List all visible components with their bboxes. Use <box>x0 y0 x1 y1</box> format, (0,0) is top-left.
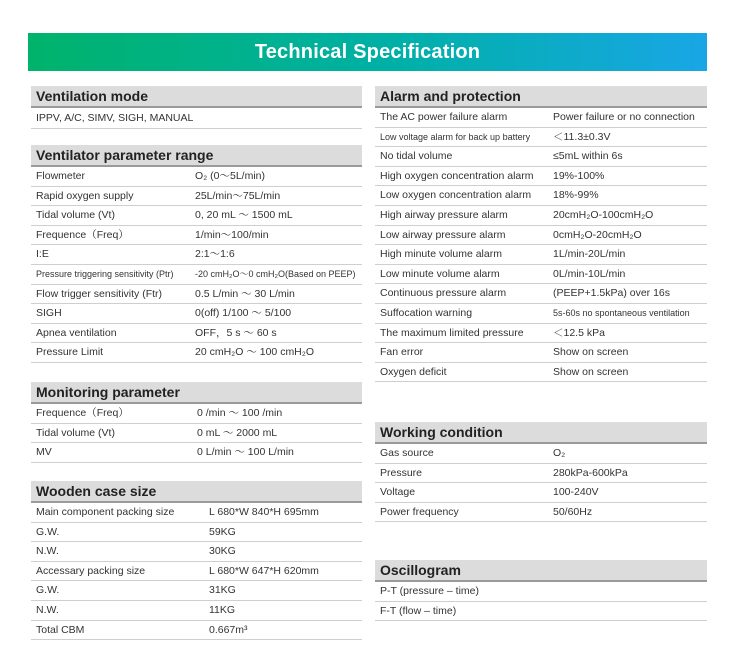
table-row <box>31 226 362 246</box>
row-value: 11KG <box>209 603 236 616</box>
table-row <box>31 167 362 187</box>
table-row <box>31 343 362 363</box>
alarm-table <box>375 108 707 382</box>
table-row <box>375 245 707 265</box>
section-working <box>375 422 707 522</box>
row-label: Fan error <box>380 346 424 359</box>
row-label: Low oxygen concentration alarm <box>380 189 532 202</box>
row-value: -20 cmH₂O～0 cmH₂O(Based on PEEP) <box>195 268 356 279</box>
row-label: Voltage <box>380 486 416 499</box>
table-row <box>31 245 362 265</box>
row-value: OFF，5 s ～ 60 s <box>195 326 277 339</box>
row-value: 0 L/min ～ 100 L/min <box>197 446 294 459</box>
row-label: High oxygen concentration alarm <box>380 169 534 182</box>
table-row <box>375 444 707 464</box>
row-value: 1/min～100/min <box>195 228 269 241</box>
row-label: High minute volume alarm <box>380 248 502 261</box>
section-heading: Ventilation mode <box>31 86 362 108</box>
table-row <box>31 621 362 641</box>
section-heading: Wooden case size <box>31 481 362 503</box>
row-label: Flow trigger sensitivity (Ftr) <box>36 287 163 300</box>
row-value: 2:1～1:6 <box>195 248 235 261</box>
section-ventilation-mode <box>31 86 362 129</box>
row-value: 50/60Hz <box>553 505 593 518</box>
table-row <box>375 324 707 344</box>
ventilation-mode-text: IPPV, A/C, SIMV, SIGH, MANUAL <box>31 108 362 129</box>
section-heading: Oscillogram <box>375 560 707 582</box>
row-value: Power failure or no connection <box>553 111 695 123</box>
row-label: Pressure <box>380 466 423 479</box>
row-label: N.W. <box>36 603 59 616</box>
row-value: 31KG <box>209 584 236 597</box>
table-row <box>31 285 362 305</box>
row-label: Low voltage alarm for back up battery <box>380 131 531 142</box>
table-row <box>375 483 707 503</box>
table-row <box>375 503 707 523</box>
working-table <box>375 444 707 522</box>
row-value: 30KG <box>209 545 236 558</box>
table-row <box>31 324 362 344</box>
row-label: Total CBM <box>36 623 85 636</box>
section-heading: Alarm and protection <box>375 86 707 108</box>
row-label: Apnea ventilation <box>36 326 117 339</box>
row-label: Tidal volume (Vt) <box>36 209 115 222</box>
row-value: 1L/min-20L/min <box>553 248 626 261</box>
row-value: ≤5mL within 6s <box>553 150 623 163</box>
row-label: Pressure Limit <box>36 346 104 359</box>
row-label: Rapid oxygen supply <box>36 189 134 202</box>
row-label: SIGH <box>36 307 62 320</box>
row-label: Tidal volume (Vt) <box>36 426 115 439</box>
row-label: F-T (flow – time) <box>380 604 457 617</box>
table-row <box>375 128 707 148</box>
row-label: N.W. <box>36 545 59 558</box>
row-label: Suffocation warning <box>380 306 473 319</box>
row-value: 0.667m³ <box>209 623 248 636</box>
section-wooden-case <box>31 481 362 640</box>
row-value: (PEEP+1.5kPa) over 16s <box>553 287 671 300</box>
table-row <box>31 265 362 285</box>
row-label: Power frequency <box>380 505 459 518</box>
table-row <box>31 562 362 582</box>
row-value: 19%-100% <box>553 169 605 182</box>
row-label: The AC power failure alarm <box>380 111 508 123</box>
row-label: Frequence（Freq） <box>36 228 129 241</box>
row-value: ＜12.5 kPa <box>553 326 605 339</box>
row-label: Continuous pressure alarm <box>380 287 507 300</box>
row-label: No tidal volume <box>380 150 453 163</box>
row-value: O₂ <box>553 447 566 459</box>
table-row <box>375 343 707 363</box>
section-ventilator-range <box>31 145 362 363</box>
section-heading: Working condition <box>375 422 707 444</box>
wooden-case-table <box>31 503 362 640</box>
row-value: ＜11.3±0.3V <box>553 130 611 143</box>
row-label: Main component packing size <box>36 506 175 518</box>
row-label: Pressure triggering sensitivity (Ptr) <box>36 268 174 279</box>
row-value: L 680*W 840*H 695mm <box>209 506 319 518</box>
row-value: 5s-60s no spontaneous ventilation <box>553 307 690 318</box>
table-row <box>375 363 707 383</box>
table-row <box>375 186 707 206</box>
row-value: 100-240V <box>553 486 599 499</box>
page-title: Technical Specification <box>254 40 481 63</box>
row-value: 0 mL ～ 2000 mL <box>197 426 278 439</box>
table-row <box>375 464 707 484</box>
row-value: Show on screen <box>553 346 629 359</box>
row-label: High airway pressure alarm <box>380 208 508 221</box>
row-label: MV <box>36 446 52 459</box>
table-row <box>31 503 362 523</box>
table-row <box>31 206 362 226</box>
section-monitoring <box>31 382 362 463</box>
monitoring-table <box>31 404 362 463</box>
row-value: 0.5 L/min ～ 30 L/min <box>195 287 295 300</box>
row-value: 59KG <box>209 525 236 538</box>
table-row <box>31 443 362 463</box>
row-value: 20 cmH₂O ～ 100 cmH₂O <box>195 346 315 359</box>
table-row <box>31 581 362 601</box>
section-alarm <box>375 86 707 382</box>
table-row <box>375 108 707 128</box>
table-row <box>375 304 707 324</box>
row-value: 0L/min-10L/min <box>553 267 626 280</box>
table-row <box>375 206 707 226</box>
table-row <box>31 601 362 621</box>
row-value: 280kPa-600kPa <box>553 466 628 479</box>
title-banner <box>28 33 707 71</box>
row-label: Low minute volume alarm <box>380 267 500 280</box>
row-value: 0(off) 1/100 ～ 5/100 <box>195 307 292 320</box>
row-label: Low airway pressure alarm <box>380 228 506 241</box>
section-heading: Monitoring parameter <box>31 382 362 404</box>
row-label: G.W. <box>36 525 60 538</box>
row-value: 0cmH₂O-20cmH₂O <box>553 228 642 241</box>
row-label: Oxygen deficit <box>380 365 447 378</box>
row-value: O₂ (0～5L/min) <box>195 170 266 182</box>
table-row <box>31 187 362 207</box>
table-row <box>31 424 362 444</box>
table-row <box>375 284 707 304</box>
row-label: I:E <box>36 248 49 261</box>
row-label: The maximum limited pressure <box>380 326 524 339</box>
row-value: Show on screen <box>553 365 629 378</box>
section-oscillogram <box>375 560 707 621</box>
row-value: 0 /min ～ 100 /min <box>197 407 283 419</box>
table-row <box>31 523 362 543</box>
table-row <box>375 226 707 246</box>
row-label: P-T (pressure – time) <box>380 585 479 597</box>
row-label: G.W. <box>36 584 60 597</box>
table-row <box>375 167 707 187</box>
table-row <box>375 602 707 622</box>
row-value: 18%-99% <box>553 189 599 202</box>
row-label: Accessary packing size <box>36 564 146 577</box>
row-value: 20cmH₂O-100cmH₂O <box>553 208 654 221</box>
table-row <box>31 304 362 324</box>
table-row <box>31 542 362 562</box>
row-label: Flowmeter <box>36 170 86 182</box>
section-heading: Ventilator parameter range <box>31 145 362 167</box>
ventilator-range-table <box>31 167 362 363</box>
row-label: Gas source <box>380 447 434 459</box>
row-label: Frequence（Freq） <box>36 407 129 419</box>
oscillogram-table <box>375 582 707 621</box>
table-row <box>375 265 707 285</box>
row-value: 0, 20 mL ～ 1500 mL <box>195 209 293 222</box>
row-value: 25L/min～75L/min <box>195 189 281 202</box>
table-row <box>375 147 707 167</box>
row-value: L 680*W 647*H 620mm <box>209 564 319 577</box>
table-row <box>375 582 707 602</box>
table-row <box>31 404 362 424</box>
